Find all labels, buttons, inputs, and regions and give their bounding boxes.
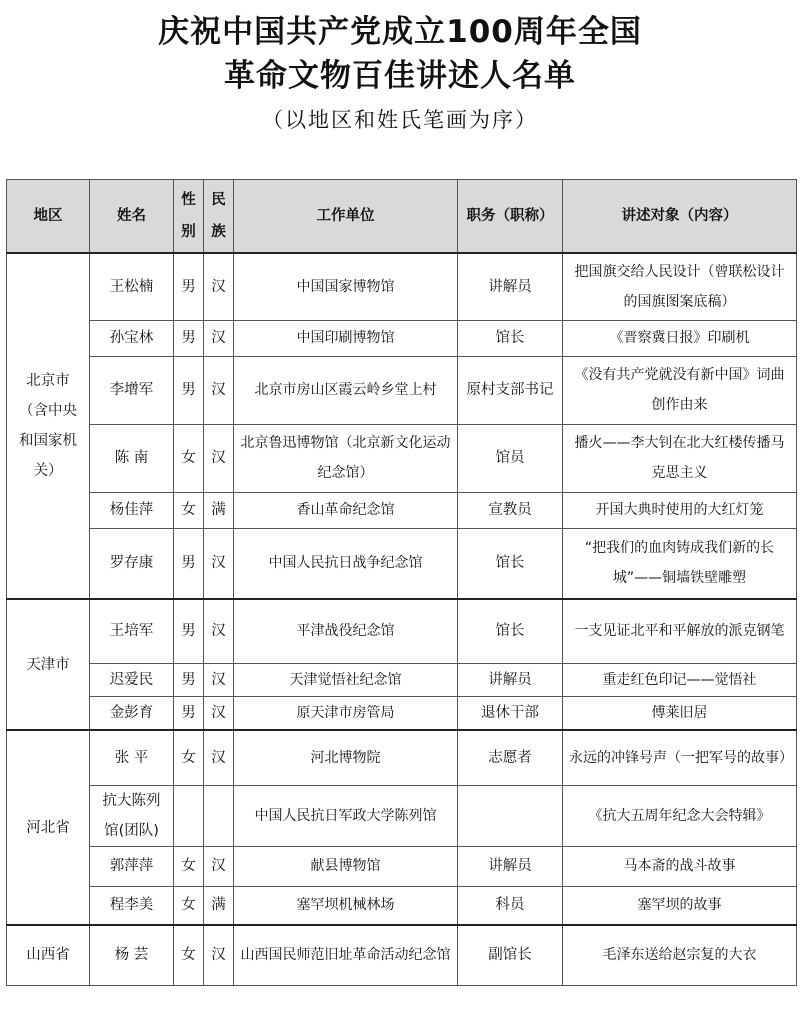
table-row bbox=[7, 492, 797, 528]
cell-position: 讲解员 bbox=[458, 253, 563, 320]
cell-name: 李增军 bbox=[90, 356, 174, 424]
document-subtitle: （以地区和姓氏笔画为序） bbox=[262, 108, 538, 132]
cell-work-unit: 北京鲁迅博物馆（北京新文化运动纪念馆） bbox=[234, 424, 458, 492]
cell-position: 馆长 bbox=[458, 599, 563, 663]
cell-gender: 男 bbox=[174, 320, 204, 356]
cell-ethnicity: 汉 bbox=[204, 599, 234, 663]
cell-position: 馆员 bbox=[458, 424, 563, 492]
cell-gender: 女 bbox=[174, 846, 204, 886]
cell-name: 杨佳萍 bbox=[90, 492, 174, 528]
cell-position: 馆长 bbox=[458, 320, 563, 356]
cell-position: 退休干部 bbox=[458, 696, 563, 730]
cell-gender: 男 bbox=[174, 528, 204, 599]
cell-region: 河北省 bbox=[7, 730, 90, 925]
cell-gender: 男 bbox=[174, 253, 204, 320]
cell-gender: 女 bbox=[174, 492, 204, 528]
cell-gender: 女 bbox=[174, 925, 204, 985]
cell-gender: 女 bbox=[174, 886, 204, 925]
cell-topic: 永远的冲锋号声（一把军号的故事） bbox=[563, 730, 797, 785]
cell-name: 郭萍萍 bbox=[90, 846, 174, 886]
cell-name: 张 平 bbox=[90, 730, 174, 785]
header-name: 姓名 bbox=[90, 180, 174, 254]
cell-position: 讲解员 bbox=[458, 846, 563, 886]
cell-work-unit: 原天津市房管局 bbox=[234, 696, 458, 730]
cell-topic: 《抗大五周年纪念大会特辑》 bbox=[563, 785, 797, 846]
cell-name: 程李美 bbox=[90, 886, 174, 925]
document-title-line2: 革命文物百佳讲述人名单 bbox=[224, 58, 576, 94]
cell-gender: 男 bbox=[174, 696, 204, 730]
cell-name: 抗大陈列馆(团队) bbox=[90, 785, 174, 846]
cell-work-unit: 香山革命纪念馆 bbox=[234, 492, 458, 528]
cell-topic: 重走红色印记——觉悟社 bbox=[563, 663, 797, 696]
cell-position: 讲解员 bbox=[458, 663, 563, 696]
cell-work-unit: 天津觉悟社纪念馆 bbox=[234, 663, 458, 696]
header-work-unit: 工作单位 bbox=[234, 180, 458, 254]
cell-work-unit: 中国人民抗日战争纪念馆 bbox=[234, 528, 458, 599]
table-row bbox=[7, 886, 797, 925]
cell-position bbox=[458, 785, 563, 846]
cell-topic: 傅莱旧居 bbox=[563, 696, 797, 730]
cell-position: 宣教员 bbox=[458, 492, 563, 528]
cell-ethnicity: 汉 bbox=[204, 253, 234, 320]
cell-ethnicity: 汉 bbox=[204, 730, 234, 785]
cell-work-unit: 河北博物院 bbox=[234, 730, 458, 785]
cell-topic: “把我们的血肉铸成我们新的长城”——铜墙铁壁雕塑 bbox=[563, 528, 797, 599]
cell-work-unit: 北京市房山区霞云岭乡堂上村 bbox=[234, 356, 458, 424]
cell-ethnicity bbox=[204, 785, 234, 846]
cell-position: 科员 bbox=[458, 886, 563, 925]
cell-topic: 塞罕坝的故事 bbox=[563, 886, 797, 925]
cell-name: 王培军 bbox=[90, 599, 174, 663]
cell-region: 山西省 bbox=[7, 925, 90, 985]
cell-gender bbox=[174, 785, 204, 846]
cell-topic: 《没有共产党就没有新中国》词曲创作由来 bbox=[563, 356, 797, 424]
cell-name: 罗存康 bbox=[90, 528, 174, 599]
cell-ethnicity: 汉 bbox=[204, 846, 234, 886]
table-row bbox=[7, 925, 797, 985]
narrators-table bbox=[6, 179, 797, 986]
cell-name: 杨 芸 bbox=[90, 925, 174, 985]
table-row bbox=[7, 253, 797, 320]
cell-position: 馆长 bbox=[458, 528, 563, 599]
cell-work-unit: 塞罕坝机械林场 bbox=[234, 886, 458, 925]
cell-name: 金彭育 bbox=[90, 696, 174, 730]
document-title-line1: 庆祝中国共产党成立100周年全国 bbox=[158, 14, 642, 50]
table-header-row bbox=[7, 180, 797, 254]
table-row bbox=[7, 663, 797, 696]
cell-work-unit: 平津战役纪念馆 bbox=[234, 599, 458, 663]
cell-work-unit: 中国国家博物馆 bbox=[234, 253, 458, 320]
cell-work-unit: 中国人民抗日军政大学陈列馆 bbox=[234, 785, 458, 846]
table-row bbox=[7, 424, 797, 492]
cell-gender: 男 bbox=[174, 663, 204, 696]
cell-gender: 男 bbox=[174, 599, 204, 663]
cell-work-unit: 中国印刷博物馆 bbox=[234, 320, 458, 356]
cell-region: 天津市 bbox=[7, 599, 90, 730]
header-position: 职务（职称） bbox=[458, 180, 563, 254]
header-ethnicity: 民族 bbox=[204, 180, 234, 254]
cell-topic: 《晋察冀日报》印刷机 bbox=[563, 320, 797, 356]
cell-ethnicity: 汉 bbox=[204, 356, 234, 424]
cell-position: 副馆长 bbox=[458, 925, 563, 985]
table-row bbox=[7, 528, 797, 599]
table-row bbox=[7, 696, 797, 730]
cell-gender: 女 bbox=[174, 730, 204, 785]
cell-region: 北京市（含中央和国家机关） bbox=[7, 253, 90, 599]
table-row bbox=[7, 730, 797, 785]
cell-topic: 把国旗交给人民设计（曾联松设计的国旗图案底稿） bbox=[563, 253, 797, 320]
cell-ethnicity: 满 bbox=[204, 886, 234, 925]
table-row bbox=[7, 846, 797, 886]
table-row bbox=[7, 320, 797, 356]
header-gender: 性别 bbox=[174, 180, 204, 254]
header-topic: 讲述对象（内容） bbox=[563, 180, 797, 254]
cell-work-unit: 献县博物馆 bbox=[234, 846, 458, 886]
table-row bbox=[7, 356, 797, 424]
cell-ethnicity: 满 bbox=[204, 492, 234, 528]
cell-ethnicity: 汉 bbox=[204, 424, 234, 492]
cell-ethnicity: 汉 bbox=[204, 696, 234, 730]
cell-ethnicity: 汉 bbox=[204, 528, 234, 599]
cell-topic: 马本斋的战斗故事 bbox=[563, 846, 797, 886]
cell-topic: 播火——李大钊在北大红楼传播马克思主义 bbox=[563, 424, 797, 492]
cell-position: 志愿者 bbox=[458, 730, 563, 785]
header-region: 地区 bbox=[7, 180, 90, 254]
cell-position: 原村支部书记 bbox=[458, 356, 563, 424]
cell-gender: 男 bbox=[174, 356, 204, 424]
cell-topic: 一支见证北平和平解放的派克钢笔 bbox=[563, 599, 797, 663]
cell-name: 孙宝林 bbox=[90, 320, 174, 356]
cell-gender: 女 bbox=[174, 424, 204, 492]
cell-topic: 毛泽东送给赵宗复的大衣 bbox=[563, 925, 797, 985]
cell-topic: 开国大典时使用的大红灯笼 bbox=[563, 492, 797, 528]
cell-name: 迟爱民 bbox=[90, 663, 174, 696]
table-row bbox=[7, 599, 797, 663]
cell-ethnicity: 汉 bbox=[204, 320, 234, 356]
cell-ethnicity: 汉 bbox=[204, 663, 234, 696]
cell-name: 王松楠 bbox=[90, 253, 174, 320]
cell-ethnicity: 汉 bbox=[204, 925, 234, 985]
table-row bbox=[7, 785, 797, 846]
cell-work-unit: 山西国民师范旧址革命活动纪念馆 bbox=[234, 925, 458, 985]
table-body bbox=[7, 253, 797, 985]
cell-name: 陈 南 bbox=[90, 424, 174, 492]
